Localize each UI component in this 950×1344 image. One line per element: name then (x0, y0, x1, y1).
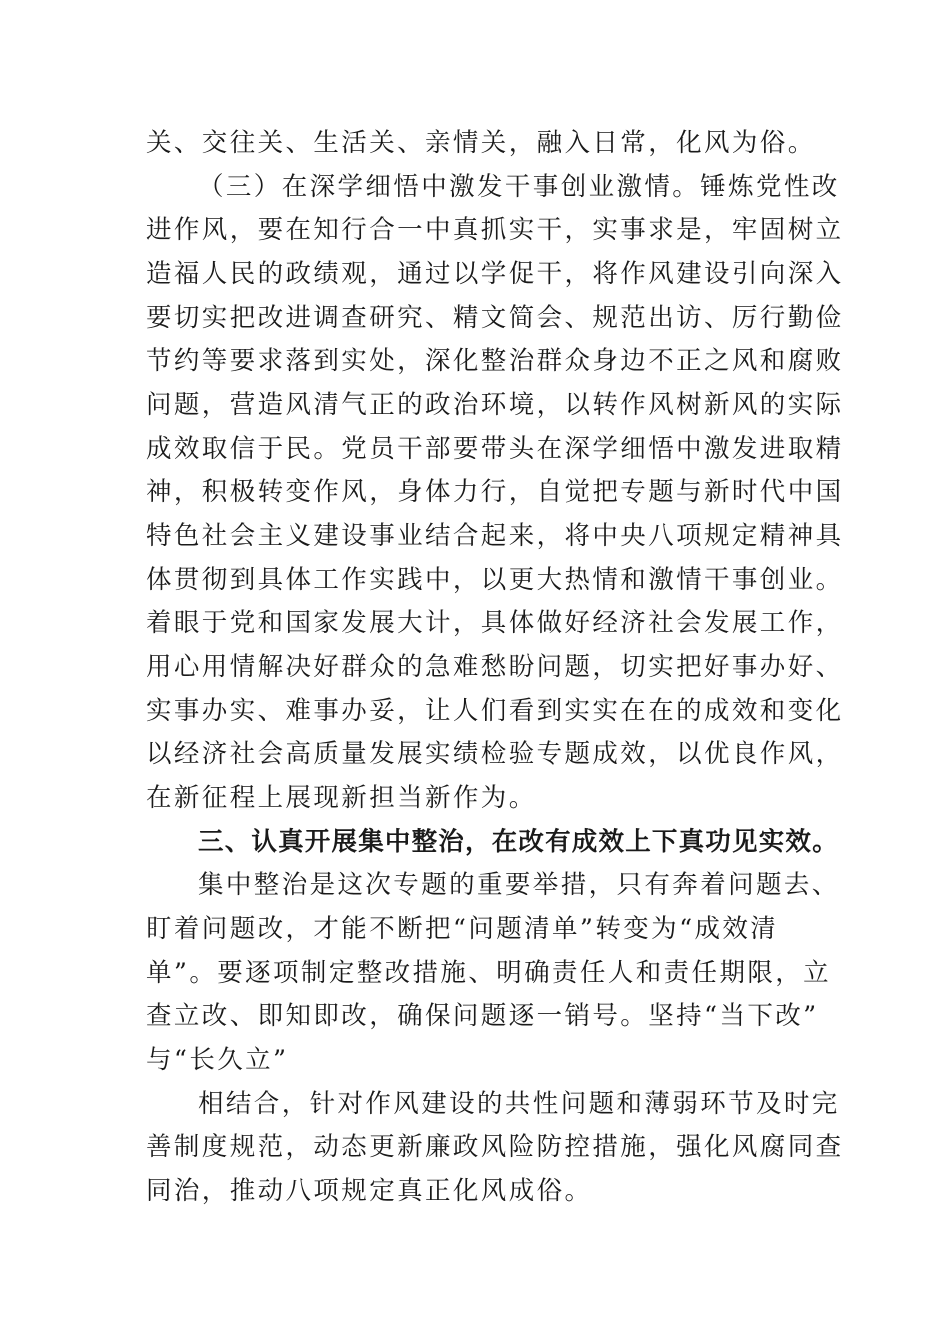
text-line: 相结合，针对作风建设的共性问题和薄弱环节及时完 (198, 1089, 840, 1119)
text-line: （三）在深学细悟中激发干事创业激情。锤炼党性改 (198, 172, 840, 202)
text-line: 神，积极转变作风，身体力行，自觉把专题与新时代中国 (146, 477, 844, 507)
text-line: 盯着问题改，才能不断把“问题清单”转变为“成效清 (146, 914, 779, 944)
text-line: 成效取信于民。党员干部要带头在深学细悟中激发进取精 (146, 434, 844, 464)
text-line: 同治，推动八项规定真正化风成俗。 (146, 1176, 593, 1206)
text-line: 实事办实、难事办妥，让人们看到实实在在的成效和变化 (146, 696, 844, 726)
text-line: 与“长久立” (146, 1045, 289, 1075)
text-line: 体贯彻到具体工作实践中，以更大热情和激情干事创业。 (146, 565, 844, 595)
text-line: 关、交往关、生活关、亲情关，融入日常，化风为俗。 (146, 128, 816, 158)
text-line: 查立改、即知即改，确保问题逐一销号。坚持“当下改” (146, 1001, 819, 1031)
text-line: 造福人民的政绩观，通过以学促干，将作风建设引向深入 (146, 259, 844, 289)
text-line: 善制度规范，动态更新廉政风险防控措施，强化风腐同查 (146, 1132, 844, 1162)
text-line: 在新征程上展现新担当新作为。 (146, 783, 537, 813)
text-line: 问题，营造风清气正的政治环境，以转作风树新风的实际 (146, 390, 844, 420)
text-line: 进作风，要在知行合一中真抓实干，实事求是，牢固树立 (146, 215, 844, 245)
text-line: 要切实把改进调查研究、精文简会、规范出访、厉行勤俭 (146, 303, 844, 333)
text-line: 用心用情解决好群众的急难愁盼问题，切实把好事办好、 (146, 652, 844, 682)
section-heading: 三、认真开展集中整治，在改有成效上下真功见实效。 (198, 827, 839, 857)
text-line: 着眼于党和国家发展大计，具体做好经济社会发展工作， (146, 608, 844, 638)
text-line: 节约等要求落到实处，深化整治群众身边不正之风和腐败 (146, 346, 844, 376)
text-line: 单”。要逐项制定整改措施、明确责任人和责任期限，立 (146, 958, 832, 988)
text-line: 以经济社会高质量发展实绩检验专题成效，以优良作风， (146, 739, 844, 769)
text-line: 特色社会主义建设事业结合起来，将中央八项规定精神具 (146, 521, 844, 551)
text-line: 集中整治是这次专题的重要举措，只有奔着问题去、 (198, 870, 840, 900)
